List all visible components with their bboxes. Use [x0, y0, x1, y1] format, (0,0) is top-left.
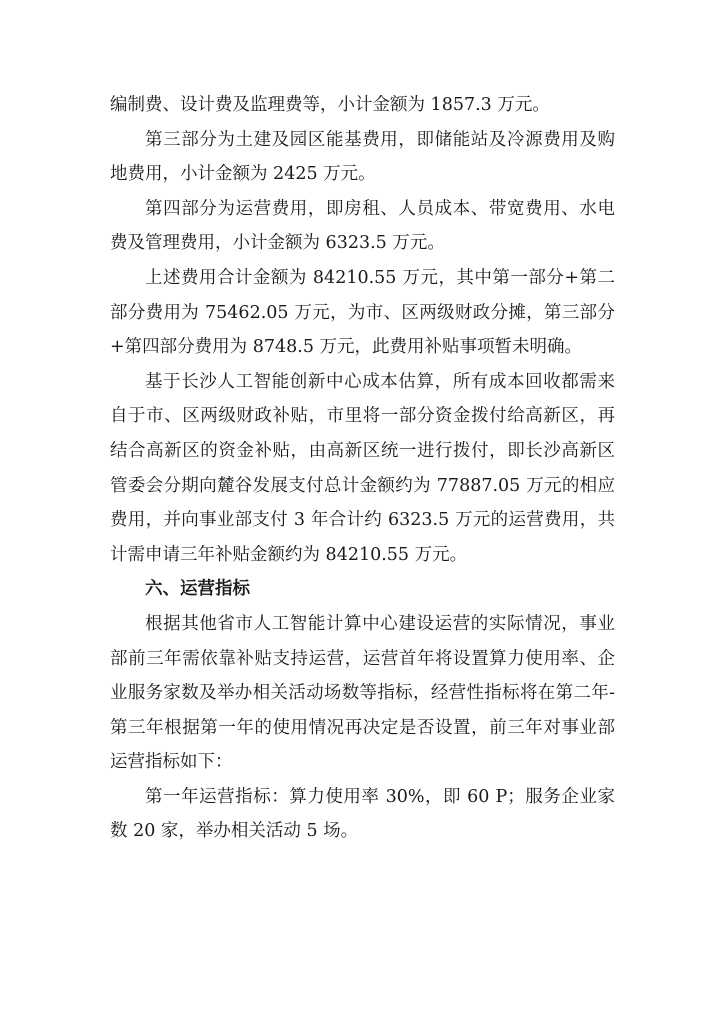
paragraph-part-four: 第四部分为运营费用，即房租、人员成本、带宽费用、水电费及管理费用，小计金额为 6323.5 万元。 [110, 198, 615, 254]
section-heading-operating-indicators: 六、运营指标 [145, 579, 250, 600]
paragraph-total-cost: 上述费用合计金额为 84210.55 万元，其中第一部分+第二部分费用为 75462.05 万元，为市、区两级财政分摊，第三部分+第四部分费用为 8748.5 万元，此费用补贴事项暂未明确。 [110, 267, 615, 358]
paragraph-cost-subtotal: 编制费、设计费及监理费等，小计金额为 1857.3 万元。 [110, 95, 550, 115]
paragraph-first-year-indicators: 第一年运营指标：算力使用率 30%，即 60 P；服务企业家数 20 家，举办相关活动 5 场。 [110, 786, 615, 842]
paragraph-operating-context: 根据其他省市人工智能计算中心建设运营的实际情况，事业部前三年需依靠补贴支持运营，运营首年将设置算力使用率、企业服务家数及举办相关活动场数等指标，经营性指标将在第二年-第三年根据第一年的使用情况再决定是否设置，前三年对事业部运营指标如下： [110, 613, 615, 773]
paragraph-part-three: 第三部分为土建及园区能基费用，即储能站及冷源费用及购地费用，小计金额为 2425 万元。 [110, 129, 615, 185]
document-page [110, 88, 615, 849]
paragraph-subsidy: 基于长沙人工智能创新中心成本估算，所有成本回收都需来自于市、区两级财政补贴，市里将一部分资金拨付给高新区，再结合高新区的资金补贴，由高新区统一进行拨付，即长沙高新区管委会分期向麓谷发展支付总计金额约为 77887.05 万元的相应费用，并向事业部支付 3 年合计约 6323.5 万元的运营费用，共计需申请三年补贴金额约为 84210.55 万元。 [110, 371, 615, 565]
